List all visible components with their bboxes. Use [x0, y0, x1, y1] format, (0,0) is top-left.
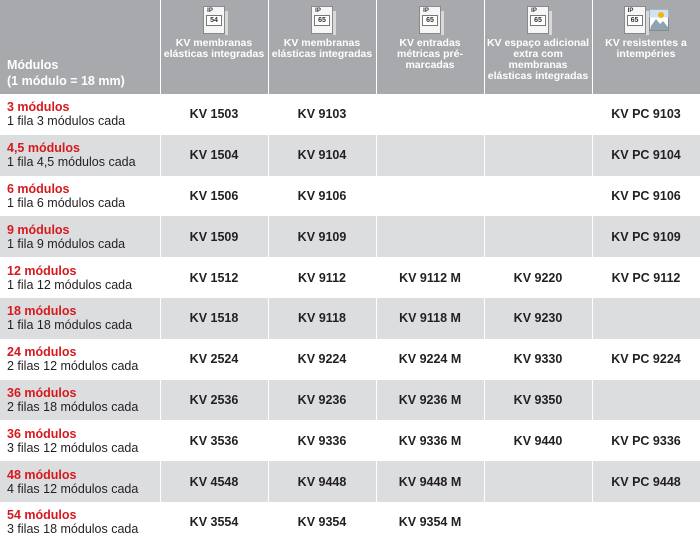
column-header-label: KV membranas elásticas integradas: [163, 37, 265, 60]
table-row: [0, 420, 700, 461]
module-count: 18 módulos: [7, 304, 77, 319]
table-row: [0, 94, 700, 135]
column-header-label: KV entradas métricas pré-marcadas: [397, 37, 463, 71]
ip-label: IP: [315, 8, 321, 14]
modules-header-subtitle: (1 módulo = 18 mm): [7, 74, 125, 88]
product-code-cell: KV 9354 M: [376, 502, 484, 543]
row-layout-detail: 1 fila 4,5 módulos cada: [7, 155, 136, 170]
product-code-cell: KV PC 9336: [592, 420, 700, 461]
table-header: [0, 0, 700, 94]
product-code-cell: KV 9448 M: [376, 461, 484, 502]
product-code-cell: KV 9224 M: [376, 339, 484, 380]
product-code-cell: [484, 176, 592, 217]
product-code-cell: KV 9118: [268, 298, 376, 339]
product-code-cell: KV 9112 M: [376, 257, 484, 298]
product-code-cell: KV 9103: [268, 94, 376, 135]
product-code-cell: KV PC 9106: [592, 176, 700, 217]
ip-rating: 65: [314, 15, 330, 26]
module-count: 24 módulos: [7, 345, 77, 360]
ip65-box-icon: [419, 6, 441, 34]
product-code-cell: KV 1512: [160, 257, 268, 298]
product-code-cell: KV 9448: [268, 461, 376, 502]
product-code-cell: KV 1518: [160, 298, 268, 339]
module-count: 36 módulos: [7, 426, 77, 441]
product-code-cell: [484, 216, 592, 257]
module-size-cell: [0, 176, 160, 217]
row-layout-detail: 2 filas 18 módulos cada: [7, 399, 139, 414]
module-size-cell: [0, 502, 160, 543]
product-code-cell: KV 9104: [268, 135, 376, 176]
table-row: [0, 461, 700, 502]
product-code-cell: KV 9118 M: [376, 298, 484, 339]
module-size-cell: [0, 461, 160, 502]
column-header-label: KV espaço adicional extra com membranas elásticas integradas: [486, 37, 590, 82]
column-header-3: [376, 0, 484, 94]
table-row: [0, 380, 700, 421]
product-code-cell: KV 1509: [160, 216, 268, 257]
product-code-cell: KV 4548: [160, 461, 268, 502]
module-count: 54 módulos: [7, 508, 77, 523]
product-code-cell: KV 3536: [160, 420, 268, 461]
ip65-box-icon: [527, 6, 549, 34]
product-code-cell: KV 1504: [160, 135, 268, 176]
product-code-cell: KV 9336: [268, 420, 376, 461]
table-body: [0, 94, 700, 543]
product-code-cell: KV 2524: [160, 339, 268, 380]
product-code-cell: KV 9330: [484, 339, 592, 380]
row-layout-detail: 1 fila 18 módulos cada: [7, 318, 133, 333]
product-code-cell: [592, 502, 700, 543]
product-code-cell: KV 9112: [268, 257, 376, 298]
row-layout-detail: 2 filas 12 módulos cada: [7, 359, 139, 374]
product-code-cell: [592, 380, 700, 421]
column-header-4: [484, 0, 592, 94]
column-header-1: [160, 0, 268, 94]
product-code-cell: KV PC 9112: [592, 257, 700, 298]
ip-rating: 65: [627, 15, 643, 26]
weather-sun-icon: [649, 9, 669, 31]
product-code-cell: KV 9224: [268, 339, 376, 380]
product-code-cell: KV PC 9448: [592, 461, 700, 502]
module-size-cell: [0, 135, 160, 176]
product-code-cell: KV 9230: [484, 298, 592, 339]
column-header-label: KV membranas elásticas integradas: [271, 37, 373, 60]
module-size-cell: [0, 94, 160, 135]
module-size-cell: [0, 298, 160, 339]
row-layout-detail: 1 fila 12 módulos cada: [7, 277, 133, 292]
product-code-cell: KV 9350: [484, 380, 592, 421]
product-code-cell: KV 9440: [484, 420, 592, 461]
row-layout-detail: 4 filas 12 módulos cada: [7, 481, 139, 496]
product-code-cell: KV 9236 M: [376, 380, 484, 421]
ip-rating: 65: [422, 15, 438, 26]
column-header-5: [592, 0, 700, 94]
product-code-cell: [484, 135, 592, 176]
row-layout-detail: 1 fila 3 módulos cada: [7, 114, 126, 129]
product-code-cell: KV PC 9224: [592, 339, 700, 380]
ip-label: IP: [627, 8, 634, 14]
module-count: 36 módulos: [7, 385, 77, 400]
table-row: [0, 502, 700, 543]
ip-rating: 54: [206, 15, 222, 26]
product-code-cell: KV 3554: [160, 502, 268, 543]
modules-column-header: [0, 0, 160, 94]
table-row: [0, 257, 700, 298]
product-code-cell: KV 9106: [268, 176, 376, 217]
module-count: 3 módulos: [7, 100, 70, 115]
ip-label: IP: [207, 8, 213, 14]
product-code-cell: KV 9354: [268, 502, 376, 543]
product-code-cell: [592, 298, 700, 339]
module-size-cell: [0, 257, 160, 298]
product-code-cell: KV 9336 M: [376, 420, 484, 461]
product-code-cell: KV PC 9103: [592, 94, 700, 135]
modules-header-title: Módulos: [7, 58, 59, 72]
product-code-cell: [376, 176, 484, 217]
product-code-cell: KV 1506: [160, 176, 268, 217]
module-size-cell: [0, 380, 160, 421]
module-count: 48 módulos: [7, 467, 77, 482]
module-size-cell: [0, 216, 160, 257]
product-code-cell: KV 2536: [160, 380, 268, 421]
row-layout-detail: 3 filas 18 módulos cada: [7, 522, 139, 537]
column-header-2: [268, 0, 376, 94]
product-code-cell: [376, 135, 484, 176]
module-count: 6 módulos: [7, 181, 70, 196]
module-size-cell: [0, 339, 160, 380]
module-count: 12 módulos: [7, 263, 77, 278]
ip65-box-icon: [624, 6, 646, 34]
product-code-cell: KV PC 9109: [592, 216, 700, 257]
table-row: [0, 216, 700, 257]
column-header-label: KV resistentes a intempéries: [605, 37, 687, 60]
ip54-box-icon: [203, 6, 225, 34]
module-count: 4,5 módulos: [7, 141, 80, 156]
ip65-box-icon: [311, 6, 333, 34]
row-layout-detail: 1 fila 6 módulos cada: [7, 195, 126, 210]
table-row: [0, 176, 700, 217]
product-code-cell: [376, 216, 484, 257]
row-layout-detail: 3 filas 12 módulos cada: [7, 440, 139, 455]
product-code-cell: [376, 94, 484, 135]
ip-label: IP: [531, 8, 537, 14]
product-code-cell: KV 9236: [268, 380, 376, 421]
table-row: [0, 339, 700, 380]
product-code-cell: KV 9109: [268, 216, 376, 257]
product-code-cell: [484, 94, 592, 135]
product-code-cell: [484, 502, 592, 543]
ip-rating: 65: [530, 15, 546, 26]
table-row: [0, 135, 700, 176]
module-count: 9 módulos: [7, 222, 70, 237]
row-layout-detail: 1 fila 9 módulos cada: [7, 236, 126, 251]
table-row: [0, 298, 700, 339]
module-size-cell: [0, 420, 160, 461]
product-code-cell: [484, 461, 592, 502]
product-code-cell: KV PC 9104: [592, 135, 700, 176]
ip-label: IP: [423, 8, 429, 14]
product-code-cell: KV 9220: [484, 257, 592, 298]
product-code-cell: KV 1503: [160, 94, 268, 135]
